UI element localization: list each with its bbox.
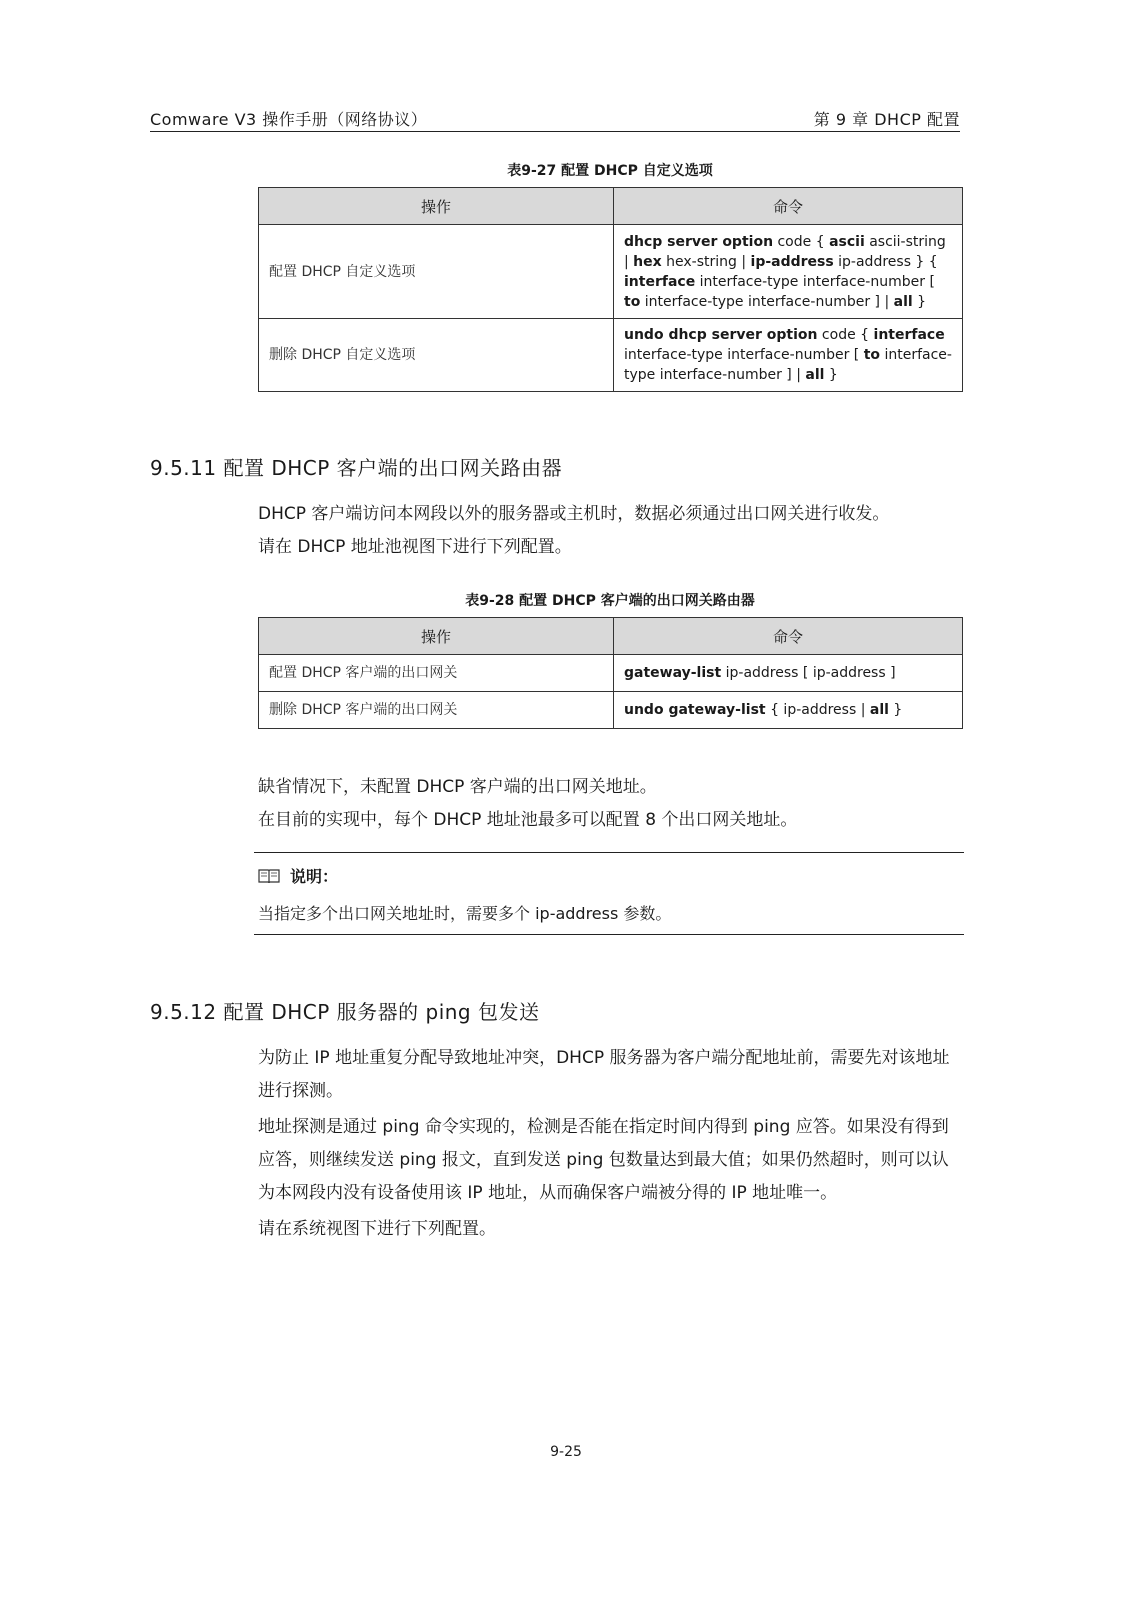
command-argument: } [824, 367, 838, 383]
paragraph: 请在 DHCP 地址池视图下进行下列配置。 [258, 537, 572, 557]
command-cell [614, 655, 963, 692]
paragraph: 地址探测是通过 ping 命令实现的，检测是否能在指定时间内得到 ping 应答。如果没有得到应答，则继续发送 ping 报文，直到发送 ping 包数量达到最大值；如果仍然超时，则可以认为本网段内没有设备使用该 IP 地址，从而确保客户端被分得的 IP 地址唯一。 [258, 1117, 949, 1203]
command-keyword: interface [873, 327, 945, 343]
command-argument: interface-type interface-number [ [695, 273, 935, 290]
command-keyword: interface [624, 273, 696, 290]
command-argument: ascii-string | [624, 233, 946, 270]
table-caption: 表9-28 配置 DHCP 客户端的出口网关路由器 [465, 593, 755, 609]
section-heading: 9.5.12 配置 DHCP 服务器的 ping 包发送 [150, 1000, 540, 1024]
command-argument: ip-address [ ip-address ] [721, 665, 896, 681]
command-argument: interface-type interface-number ] | [624, 347, 952, 383]
operation-cell: 配置 DHCP 自定义选项 [259, 225, 614, 319]
paragraph: 请在系统视图下进行下列配置。 [258, 1219, 496, 1239]
command-argument: ip-address } { [833, 253, 938, 270]
command-keyword: all [805, 367, 825, 383]
command-argument: { ip-address | [765, 702, 870, 718]
note-bottom-rule [254, 934, 964, 935]
gateway-table [258, 617, 963, 729]
operation-cell: 配置 DHCP 客户端的出口网关 [259, 655, 614, 692]
column-header-operation: 操作 [259, 618, 614, 655]
command-keyword: gateway-list [624, 665, 722, 681]
note-top-rule [254, 852, 964, 853]
table-row [259, 655, 963, 692]
command-keyword: undo dhcp server option [624, 327, 818, 343]
command-keyword: ip-address [750, 253, 834, 270]
operation-cell: 删除 DHCP 客户端的出口网关 [259, 692, 614, 729]
command-keyword: to [863, 347, 881, 363]
paragraph: 为防止 IP 地址重复分配导致地址冲突，DHCP 服务器为客户端分配地址前，需要先对该地址进行探测。 [258, 1048, 950, 1101]
book-icon [258, 868, 280, 884]
command-argument: } [912, 293, 927, 310]
command-keyword: all [893, 293, 913, 310]
note-heading [258, 864, 338, 887]
command-argument: hex-string | [661, 253, 751, 270]
command-argument: } [888, 702, 903, 718]
running-header-chapter: 第 9 章 DHCP 配置 [813, 110, 960, 129]
operation-cell: 删除 DHCP 自定义选项 [259, 319, 614, 392]
command-cell [614, 225, 963, 319]
paragraph: DHCP 客户端访问本网段以外的服务器或主机时，数据必须通过出口网关进行收发。 [258, 504, 890, 524]
table-row [259, 692, 963, 729]
command-keyword: to [624, 293, 641, 310]
command-cell [614, 319, 963, 392]
command-argument: interface-type interface-number ] | [640, 293, 894, 310]
section-body [258, 1042, 962, 1246]
note-text: 当指定多个出口网关地址时，需要多个 ip-address 参数。 [258, 904, 672, 923]
paragraph: 在目前的实现中，每个 DHCP 地址池最多可以配置 8 个出口网关地址。 [258, 810, 798, 830]
table-row [259, 225, 963, 319]
paragraph: 缺省情况下，未配置 DHCP 客户端的出口网关地址。 [258, 777, 657, 797]
page-number: 9-25 [550, 1444, 582, 1460]
command-cell [614, 692, 963, 729]
dhcp-option-table [258, 187, 963, 392]
header-divider [150, 131, 960, 132]
body-text [258, 771, 962, 837]
column-header-operation: 操作 [259, 188, 614, 225]
section-body [258, 498, 962, 564]
command-keyword: undo gateway-list [624, 702, 766, 718]
column-header-command: 命令 [614, 618, 963, 655]
section-heading: 9.5.11 配置 DHCP 客户端的出口网关路由器 [150, 456, 563, 480]
command-argument: interface-type interface-number [ [624, 347, 864, 363]
table-caption: 表9-27 配置 DHCP 自定义选项 [507, 163, 713, 179]
note-label: 说明： [290, 867, 339, 886]
command-argument: code { [773, 233, 830, 250]
command-argument: code { [817, 327, 874, 343]
command-keyword: all [869, 702, 889, 718]
command-keyword: hex [633, 253, 662, 270]
running-header-title: Comware V3 操作手册（网络协议） [150, 110, 428, 129]
command-keyword: dhcp server option [624, 233, 774, 250]
column-header-command: 命令 [614, 188, 963, 225]
command-keyword: ascii [829, 233, 865, 250]
table-row [259, 319, 963, 392]
